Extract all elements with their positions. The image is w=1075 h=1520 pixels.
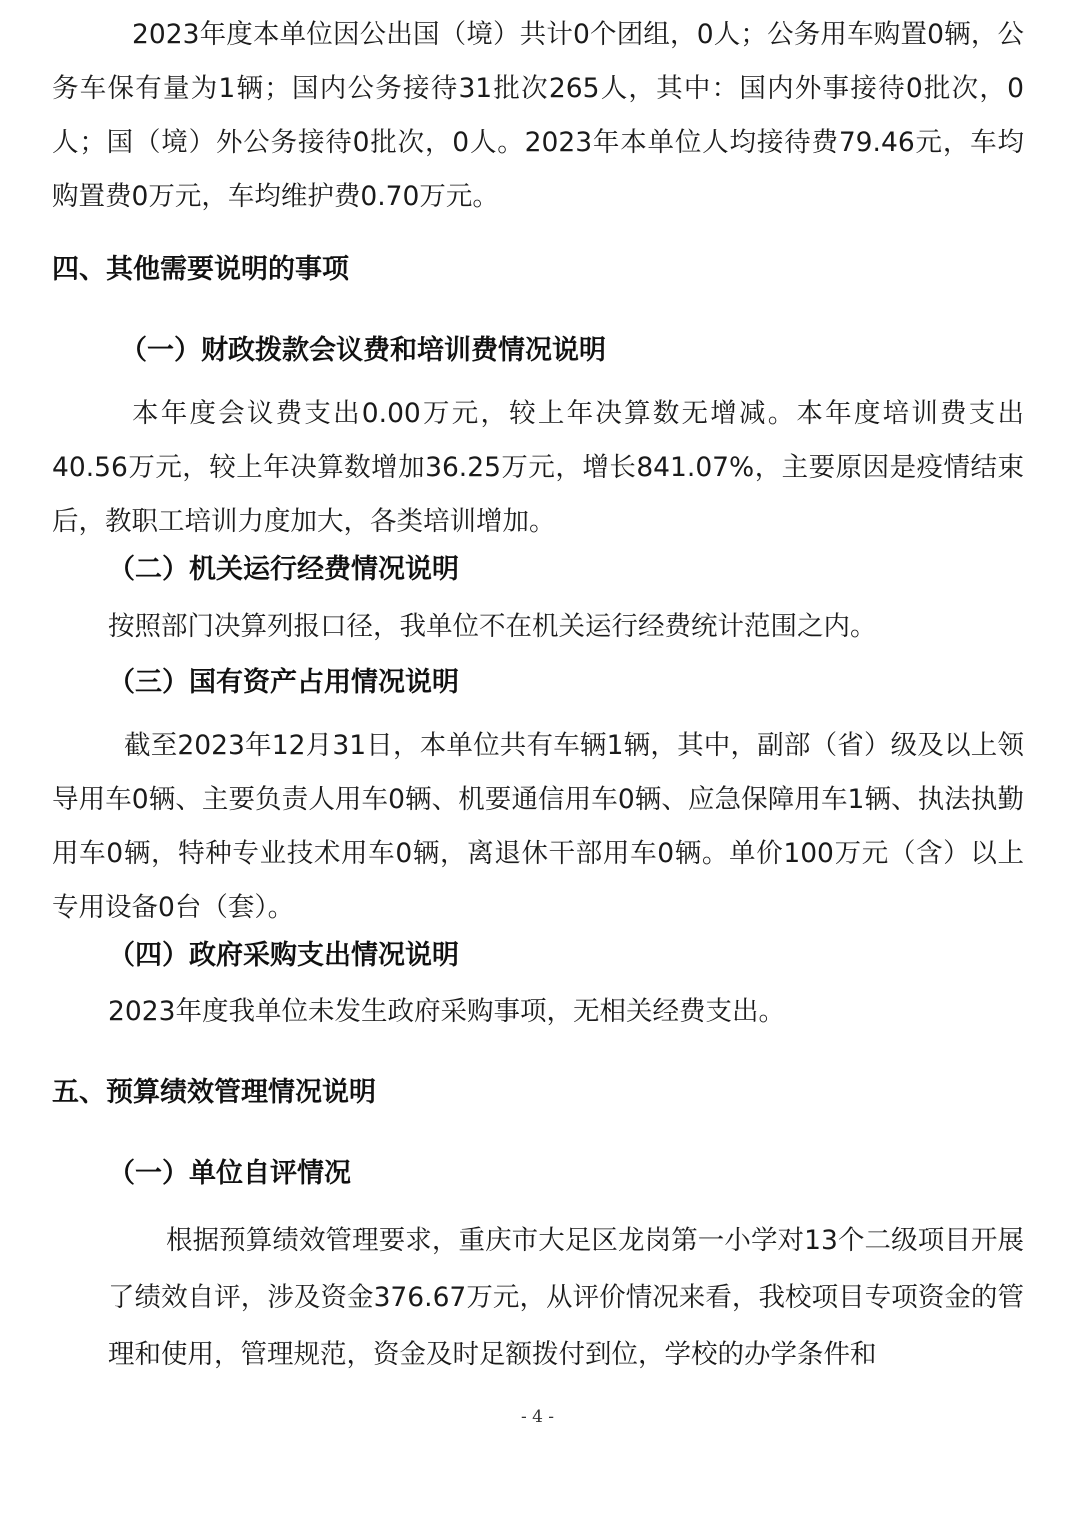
paragraph-meeting-training-fees: 本年度会议费支出0.00万元，较上年决算数无增减。本年度培训费支出40.56万元，较上年决算数增加36.25万元，增长841.07%，主要原因是疫情结束后，教职工培训力度加大，各类培训增加。 [52, 398, 1024, 537]
heading-operating-expenses: （二）机关运行经费情况说明 [108, 554, 459, 585]
heading-self-evaluation: （一）单位自评情况 [108, 1158, 351, 1189]
heading-state-assets: （三）国有资产占用情况说明 [108, 667, 459, 698]
page-number: - 4 - [520, 1407, 555, 1427]
paragraph-overseas-travel-vehicles-reception: 2023年度本单位因公出国（境）共计0个团组，0人；公务用车购置0辆，公务车保有量为1辆；国内公务接待31批次265人，其中：国内外事接待0批次，0人；国（境）外公务接待0批次，0人。2023年本单位人均接待费79.46元，车均购置费0万元，车均维护费0.70万元。 [52, 19, 1024, 212]
heading-section-4: 四、其他需要说明的事项 [52, 254, 349, 285]
paragraph-operating-expenses: 按照部门决算列报口径，我单位不在机关运行经费统计范围之内。 [108, 611, 877, 642]
heading-meeting-training-fees: （一）财政拨款会议费和培训费情况说明 [120, 335, 606, 366]
paragraph-state-assets: 截至2023年12月31日，本单位共有车辆1辆，其中，副部（省）级及以上领导用车0辆、主要负责人用车0辆、机要通信用车0辆、应急保障用车1辆、执法执勤用车0辆，特种专业技术用车0辆，离退休干部用车0辆。单价100万元（含）以上专用设备0台（套）。 [52, 730, 1024, 923]
heading-government-procurement: （四）政府采购支出情况说明 [108, 940, 459, 971]
paragraph-self-evaluation: 根据预算绩效管理要求，重庆市大足区龙岗第一小学对13个二级项目开展了绩效自评，涉及资金376.67万元，从评价情况来看，我校项目专项资金的管理和使用，管理规范，资金及时足额拨付到位，学校的办学条件和 [108, 1225, 1024, 1370]
paragraph-government-procurement: 2023年度我单位未发生政府采购事项，无相关经费支出。 [108, 996, 785, 1027]
heading-section-5: 五、预算绩效管理情况说明 [52, 1077, 376, 1108]
